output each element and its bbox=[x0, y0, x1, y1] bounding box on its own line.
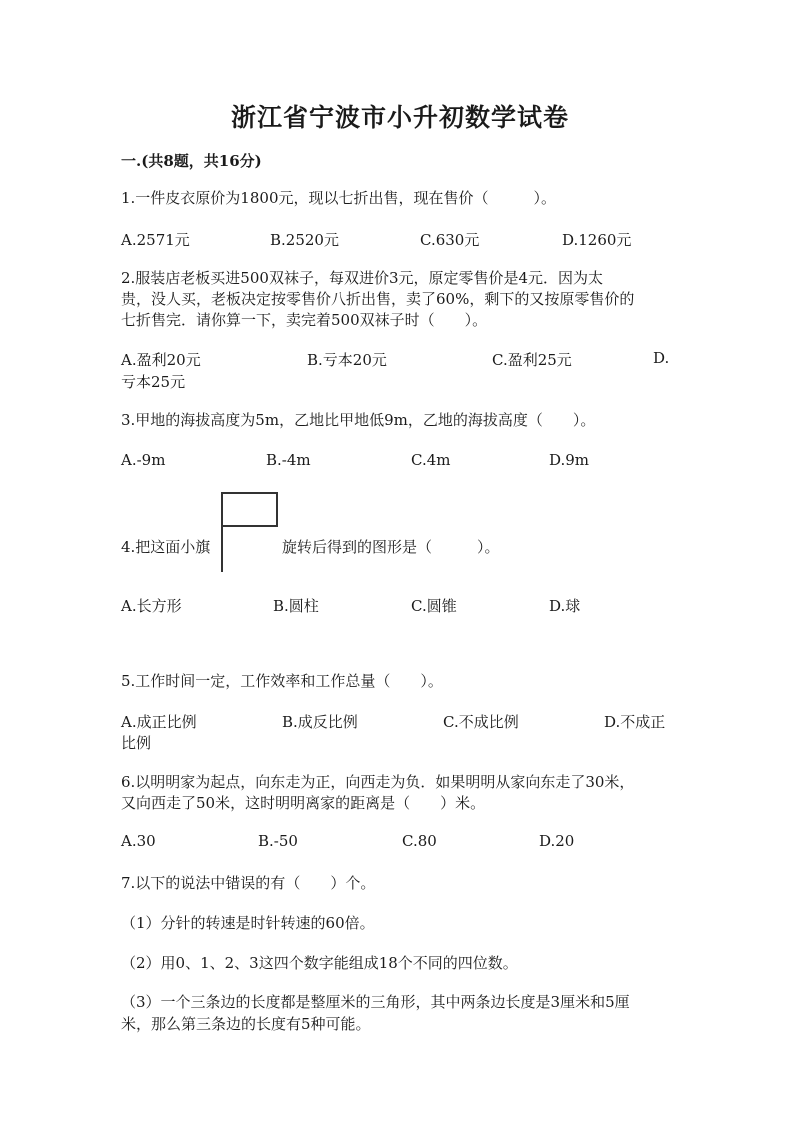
q5-option-c: C.不成比例 bbox=[443, 713, 519, 731]
q4-option-b: B.圆柱 bbox=[273, 597, 319, 615]
q6-option-d: D.20 bbox=[539, 832, 575, 850]
q1-option-d: D.1260元 bbox=[562, 231, 632, 249]
q2-option-d: D. bbox=[653, 349, 670, 367]
q6-option-a: A.30 bbox=[121, 832, 156, 850]
q4-option-d: D.球 bbox=[549, 597, 581, 615]
question-6-line-2: 又向西走了50米，这时明明离家的距离是（ ）米。 bbox=[121, 794, 486, 812]
q1-option-a: A.2571元 bbox=[121, 231, 190, 249]
q3-option-c: C.4m bbox=[411, 451, 451, 469]
section-heading: 一.(共8题，共16分) bbox=[121, 152, 262, 170]
question-3: 3.甲地的海拔高度为5m，乙地比甲地低9m，乙地的海拔高度（ ）。 bbox=[121, 411, 596, 429]
q2-option-c: C.盈利25元 bbox=[492, 351, 572, 369]
q6-option-c: C.80 bbox=[402, 832, 437, 850]
question-4-text-before: 4.把这面小旗 bbox=[121, 538, 211, 556]
q7-statement-1: （1）分针的转速是时针转速的60倍。 bbox=[121, 914, 375, 932]
q1-option-b: B.2520元 bbox=[270, 231, 339, 249]
q3-option-b: B.-4m bbox=[266, 451, 311, 469]
question-6-line-1: 6.以明明家为起点，向东走为正，向西走为负．如果明明从家向东走了30米， bbox=[121, 773, 635, 791]
question-7: 7.以下的说法中错误的有（ ）个。 bbox=[121, 874, 376, 892]
q4-option-c: C.圆锥 bbox=[411, 597, 457, 615]
q5-option-d: D.不成正 bbox=[604, 713, 666, 731]
q5-option-d-wrap: 比例 bbox=[121, 734, 152, 752]
exam-title: 浙江省宁波市小升初数学试卷 bbox=[230, 103, 569, 132]
question-2-line-1: 2.服装店老板买进500双袜子，每双进价3元，原定零售价是4元．因为太 bbox=[121, 269, 604, 287]
q7-statement-3-line-1: （3）一个三条边的长度都是整厘米的三角形，其中两条边长度是3厘米和5厘 bbox=[121, 993, 630, 1011]
question-1: 1.一件皮衣原价为1800元，现以七折出售，现在售价（ ）。 bbox=[121, 189, 556, 207]
q2-option-d-wrap: 亏本25元 bbox=[121, 373, 186, 391]
flag-figure bbox=[219, 492, 281, 574]
q2-option-a: A.盈利20元 bbox=[121, 351, 201, 369]
question-5: 5.工作时间一定，工作效率和工作总量（ ）。 bbox=[121, 672, 443, 690]
q5-option-a: A.成正比例 bbox=[121, 713, 197, 731]
q3-option-d: D.9m bbox=[549, 451, 590, 469]
question-4-text-after: 旋转后得到的图形是（ ）。 bbox=[282, 538, 500, 556]
q1-option-c: C.630元 bbox=[420, 231, 480, 249]
q5-option-b: B.成反比例 bbox=[282, 713, 358, 731]
q2-option-b: B.亏本20元 bbox=[307, 351, 387, 369]
q6-option-b: B.-50 bbox=[258, 832, 298, 850]
q4-option-a: A.长方形 bbox=[121, 597, 182, 615]
q7-statement-2: （2）用0、1、2、3这四个数字能组成18个不同的四位数。 bbox=[121, 954, 518, 972]
q7-statement-3-line-2: 米，那么第三条边的长度有5种可能。 bbox=[121, 1015, 371, 1033]
question-2-line-3: 七折售完．请你算一下，卖完着500双袜子时（ ）。 bbox=[121, 311, 488, 329]
question-2-line-2: 贵，没人买，老板决定按零售价八折出售，卖了60%，剩下的又按原零售价的 bbox=[121, 290, 635, 308]
q3-option-a: A.-9m bbox=[121, 451, 166, 469]
